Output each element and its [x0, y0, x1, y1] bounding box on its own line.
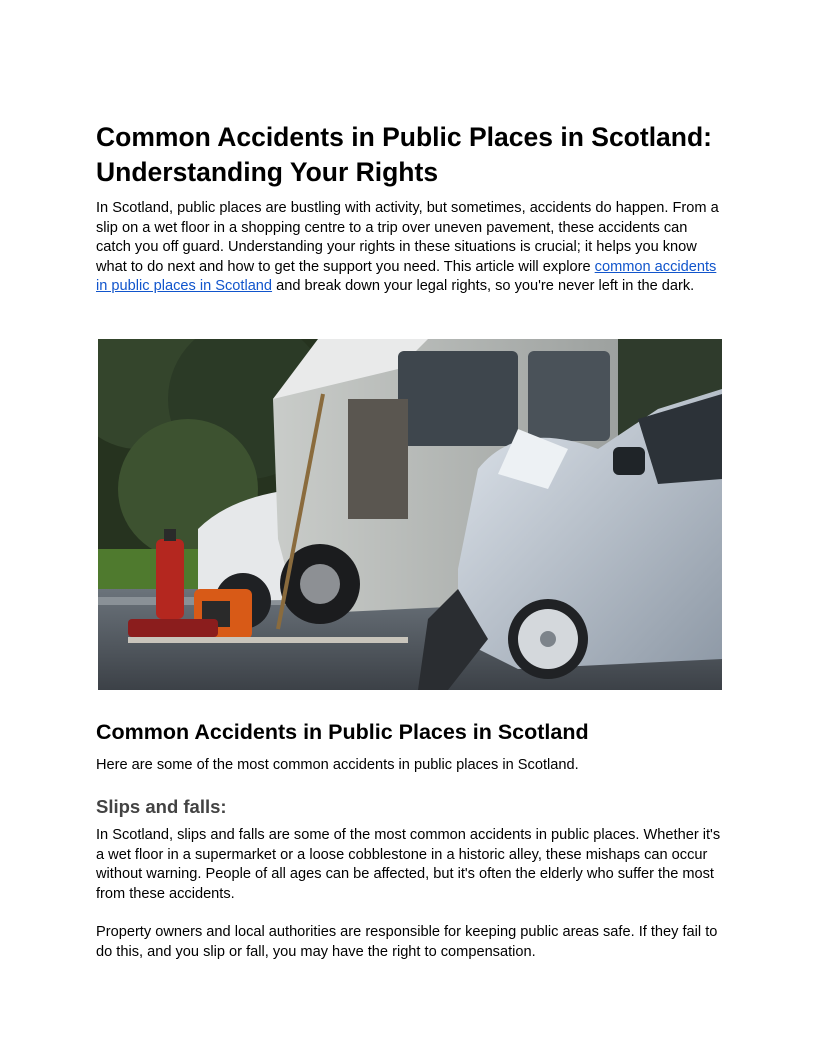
section-intro-paragraph: Here are some of the most common accidents in public places in Scotland. — [96, 757, 579, 773]
intro-text-after-link: and break down your legal rights, so you're never left in the dark. — [272, 278, 695, 294]
car-crash-photo — [98, 339, 722, 690]
slips-paragraph: In Scotland, slips and falls are some of the most common accidents in public places. Whether it's a wet floor in a supermarket or a loose cobblestone in a historic alley, these mishaps can occur without warning. People of all ages can be affected, but it's often the elderly who suffer the most from these accidents. — [96, 827, 721, 902]
slips-and-falls-heading: Slips and falls: — [96, 796, 227, 817]
page-title: Common Accidents in Public Places in Scotland: Understanding Your Rights — [96, 122, 712, 187]
document-body — [96, 120, 721, 297]
section-heading: Common Accidents in Public Places in Scotland — [96, 720, 589, 744]
common-accidents-link[interactable]: common accidents in public places in Scotland — [96, 258, 717, 294]
intro-text-before-link: In Scotland, public places are bustling with activity, but sometimes, accidents do happen. From a slip on a wet floor in a shopping centre to a trip over uneven pavement, these accidents can catch you off guard. Understanding your rights in these situations is crucial; it helps you know what to do next and how to get the support you need. This article will explore — [96, 200, 719, 275]
responsibility-paragraph: Property owners and local authorities are responsible for keeping public areas safe. If they fail to do this, and you slip or fall, you may have the right to compensation. — [96, 924, 718, 960]
intro-paragraph — [96, 199, 721, 297]
